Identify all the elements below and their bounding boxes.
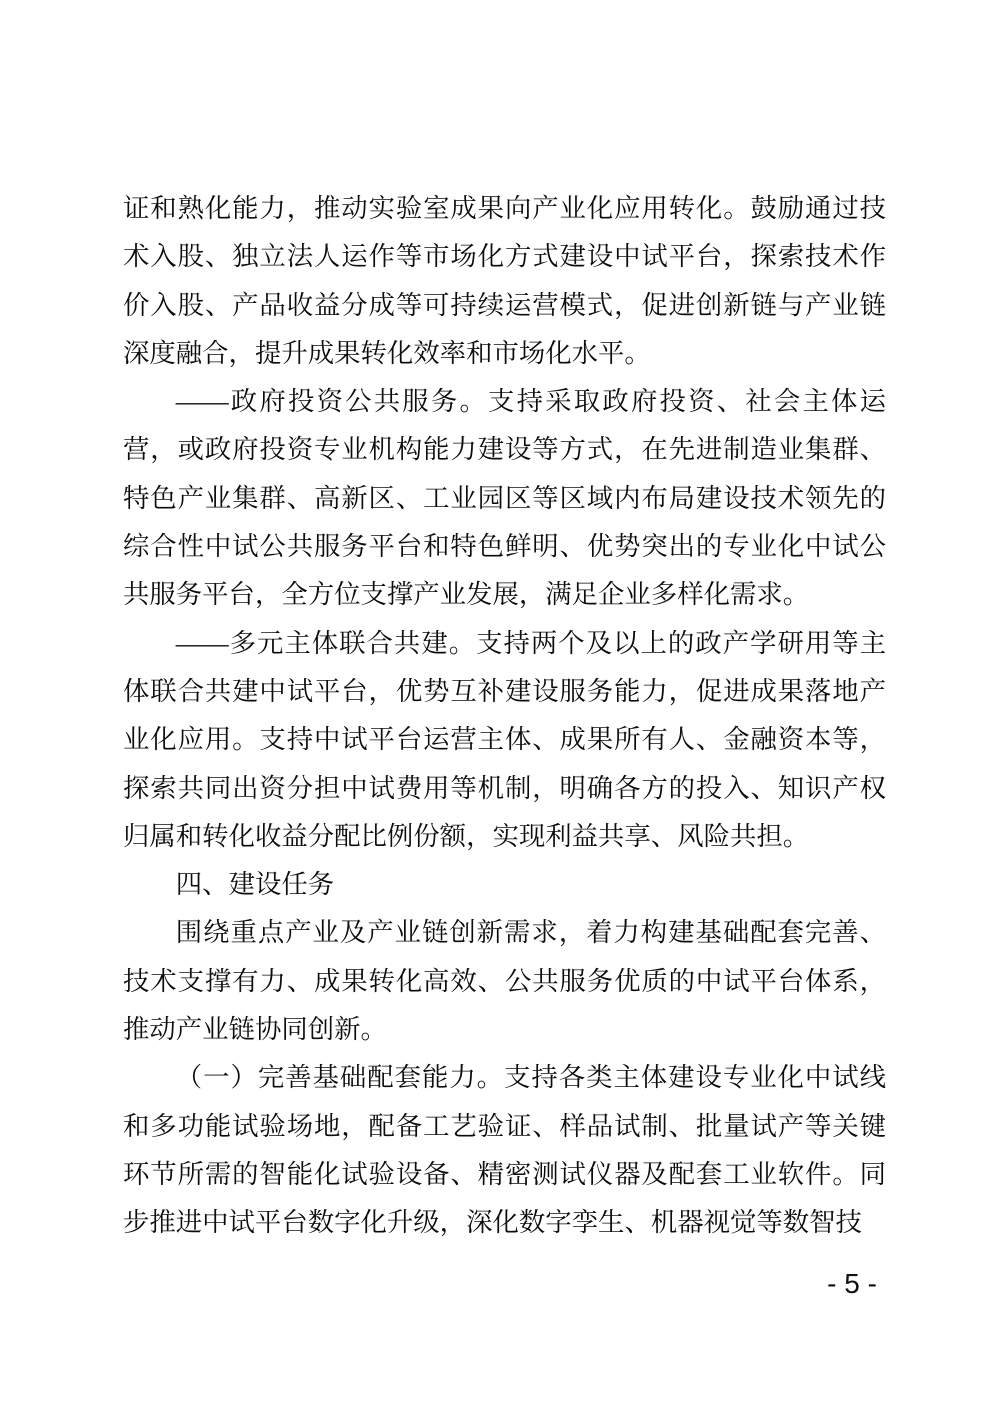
paragraph-lead: ——多元主体联合共建。 (175, 627, 477, 658)
page-number: - 5 - (827, 1268, 877, 1299)
paragraph-dash-item (123, 619, 886, 860)
paragraph-text: 支持采取政府投资、社会主体运营，或政府投资专业机构能力建设等方式，在先进制造业集群、特色产业集群、高新区、工业园区等区域内布局建设技术领先的综合性中试公共服务平台和特色鲜明、优势突出的专业化中试公共服务平台，全方位支撑产业发展，满足企业多样化需求。 (123, 386, 887, 610)
paragraph-text: 支持两个及以上的政产学研用等主体联合共建中试平台，优势互补建设服务能力，促进成果落地产业化应用。支持中试平台运营主体、成果所有人、金融资本等，探索共同出资分担中试费用等机制，明确各方的投入、知识产权归属和转化收益分配比例份额，实现利益共享、风险共担。 (123, 627, 887, 851)
section-heading: 四、建设任务 (175, 869, 335, 900)
paragraph-numbered-item (123, 1053, 886, 1246)
paragraph-text: 围绕重点产业及产业链创新需求，着力构建基础配套完善、技术支撑有力、成果转化高效、公共服务优质的中试平台体系，推动产业链协同创新。 (123, 917, 886, 1045)
paragraph-lead: （一）完善基础配套能力。 (175, 1062, 505, 1093)
paragraph-continuation (123, 184, 886, 377)
paragraph-text: 支持各类主体建设专业化中试线和多功能试验场地，配备工艺验证、样品试制、批量试产等关键环节所需的智能化试验设备、精密测试仪器及配套工业软件。同步推进中试平台数字化升级，深化数字孪生、机器视觉等数智技 (123, 1062, 887, 1238)
paragraph-lead: ——政府投资公共服务。 (175, 386, 489, 417)
paragraph-body (123, 908, 886, 1053)
section-heading-row (123, 860, 886, 908)
document-body (123, 184, 886, 1247)
paragraph-text: 证和熟化能力，推动实验室成果向产业化应用转化。鼓励通过技术入股、独立法人运作等市场化方式建设中试平台，探索技术作价入股、产品收益分成等可持续运营模式，促进创新链与产业链深度融合，提升成果转化效率和市场化水平。 (123, 193, 886, 368)
paragraph-dash-item (123, 377, 886, 618)
